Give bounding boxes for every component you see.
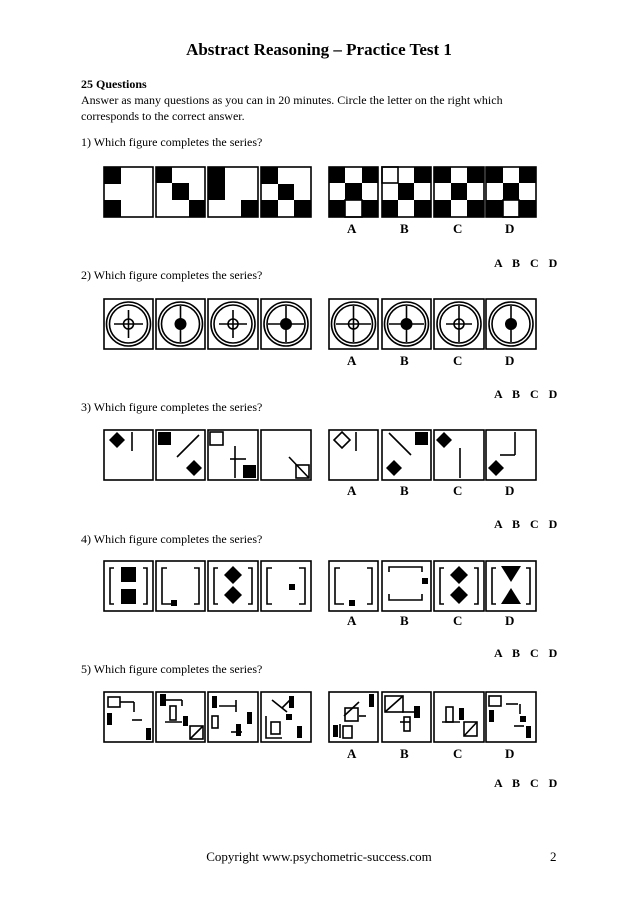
option-label-a: A	[347, 483, 357, 498]
question-1-answer-choices[interactable]: A B C D	[494, 256, 558, 270]
option-label-c: C	[453, 613, 463, 628]
option-label-d: D	[505, 746, 515, 761]
question-3-option-labels	[347, 483, 514, 498]
question-1-prompt: 1) Which figure completes the series?	[81, 135, 263, 149]
option-label-a: A	[347, 613, 357, 628]
question-1-option-labels	[347, 221, 514, 236]
question-4-series	[104, 561, 311, 611]
question-3-answer-choices[interactable]: A B C D	[494, 517, 558, 531]
option-label-a: A	[347, 353, 357, 368]
question-5-prompt: 5) Which figure completes the series?	[81, 662, 263, 676]
option-label-b: B	[400, 483, 409, 498]
option-label-a: A	[347, 746, 357, 761]
question-1-series	[104, 167, 311, 217]
option-label-d: D	[505, 483, 515, 498]
question-4-option-labels	[347, 613, 514, 628]
option-label-a: A	[347, 221, 357, 236]
question-3-series	[104, 430, 311, 480]
option-label-b: B	[400, 613, 409, 628]
question-2-series	[104, 299, 311, 349]
option-label-b: B	[400, 746, 409, 761]
option-label-b: B	[400, 221, 409, 236]
option-label-b: B	[400, 353, 409, 368]
question-3-prompt: 3) Which figure completes the series?	[81, 400, 263, 414]
question-5-options[interactable]	[329, 692, 536, 742]
option-label-c: C	[453, 353, 463, 368]
option-label-c: C	[453, 221, 463, 236]
question-count: 25 Questions	[81, 77, 147, 91]
question-3-options[interactable]	[329, 430, 536, 480]
page-number: 2	[550, 849, 557, 864]
page-title: Abstract Reasoning – Practice Test 1	[186, 40, 452, 59]
question-5-series	[104, 692, 311, 742]
copyright-footer: Copyright www.psychometric-success.com	[206, 849, 432, 864]
option-label-c: C	[453, 483, 463, 498]
question-4-prompt: 4) Which figure completes the series?	[81, 532, 263, 546]
question-5-answer-choices[interactable]: A B C D	[494, 776, 558, 790]
question-2-answer-choices[interactable]: A B C D	[494, 387, 558, 401]
option-label-d: D	[505, 613, 515, 628]
option-label-c: C	[453, 746, 463, 761]
question-1-options[interactable]	[329, 167, 536, 217]
question-2-prompt: 2) Which figure completes the series?	[81, 268, 263, 282]
option-label-d: D	[505, 353, 515, 368]
question-5-option-labels	[347, 746, 514, 761]
question-4-answer-choices[interactable]: A B C D	[494, 646, 558, 660]
question-2-option-labels	[347, 353, 514, 368]
instructions-text: Answer as many questions as you can in 20 minutes. Circle the letter on the right which corresponds to the correct answer.	[81, 93, 503, 123]
option-label-d: D	[505, 221, 515, 236]
question-4-options[interactable]	[329, 561, 536, 611]
question-2-options[interactable]	[329, 299, 536, 349]
